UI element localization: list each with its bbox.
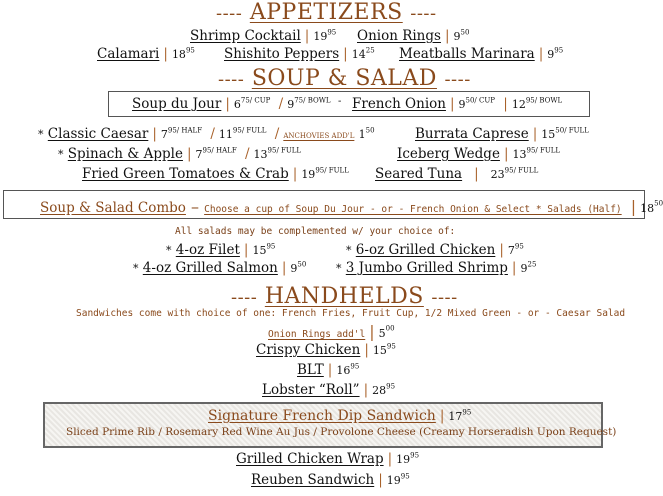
menu-item-lobster-roll: Lobster “Roll” | $28^{95}$: [262, 382, 396, 398]
menu-item-jumbo-shrimp: * 3 Jumbo Grilled Shrimp | $9^{25}$: [336, 260, 537, 276]
menu-item-spinach-apple: * Spinach & Apple | $7^{95/ HALF} / 13^{95/ FULL}$: [58, 146, 302, 162]
addons-intro: All salads may be complemented w/ your choice of:: [175, 226, 456, 237]
menu-item-onion-rings: Onion Rings | $9^{50}$: [357, 28, 470, 44]
menu-item-french-onion: French Onion | $9^{50/ CUP}$ | $12^{95/ BOWL}$: [352, 96, 563, 112]
separator-dot: -: [338, 96, 342, 107]
menu-item-grilled-chicken: * 6-oz Grilled Chicken | $7^{95}$: [346, 242, 524, 258]
menu-item-iceberg-wedge: Iceberg Wedge | $13^{95/ FULL}$: [397, 146, 561, 162]
menu-item-blt: BLT | $16^{95}$: [297, 362, 360, 378]
soup-salad-heading: ---- SOUP & SALAD ----: [218, 66, 471, 91]
menu-item-chicken-wrap: Grilled Chicken Wrap | $19^{95}$: [236, 451, 420, 467]
combo-line: Soup & Salad Combo – Choose a cup of Soup Du Jour - or - French Onion & Select * Salads (Half) | $18^{50}$: [40, 197, 663, 216]
menu-item-filet: * 4-oz Filet | $15^{95}$: [166, 242, 276, 258]
sandwich-sides-note: Sandwiches come with choice of one: French Fries, Fruit Cup, 1/2 Mixed Green - or - Caesar Salad: [76, 308, 626, 319]
onion-rings-addl: Onion Rings add'l | $5^{00}$: [268, 322, 395, 341]
french-dip-description: Sliced Prime Rib / Rosemary Red Wine Au Jus / Provolone Cheese (Creamy Horseradish Upon Request): [66, 426, 617, 438]
handhelds-heading: ---- HANDHELDS ----: [231, 284, 458, 309]
menu-item-classic-caesar: * Classic Caesar | $7^{95/ HALF} / 11^{95/ FULL}$ / ANCHOVIES ADD'L $1^{50}$: [38, 126, 375, 142]
menu-item-crispy-chicken: Crispy Chicken | $15^{95}$: [256, 342, 396, 358]
appetizers-heading: ---- APPETIZERS ----: [216, 0, 437, 25]
menu-item-fried-green-tomatoes: Fried Green Tomatoes & Crab | $19^{95/ FULL}$: [82, 166, 349, 182]
menu-item-meatballs-marinara: Meatballs Marinara | $9^{95}$: [399, 46, 564, 62]
menu-item-shrimp-cocktail: Shrimp Cocktail | $19^{95}$: [190, 28, 337, 44]
menu-item-french-dip: Signature French Dip Sandwich | $17^{95}$: [208, 408, 472, 424]
menu-item-shishito-peppers: Shishito Peppers | $14^{25}$: [224, 46, 375, 62]
menu-item-grilled-salmon: * 4-oz Grilled Salmon | $9^{50}$: [133, 260, 307, 276]
menu-item-soup-du-jour: Soup du Jour | $6^{75/ CUP} / 9^{75/ BOWL}$: [132, 96, 331, 112]
menu-item-calamari: Calamari | $18^{95}$: [97, 46, 195, 62]
menu-item-burrata-caprese: Burrata Caprese | $15^{50/ FULL}$: [415, 126, 589, 142]
menu-item-reuben: Reuben Sandwich | $19^{95}$: [251, 472, 410, 488]
menu-item-seared-tuna: Seared Tuna | $23^{95/ FULL}$: [375, 166, 539, 182]
